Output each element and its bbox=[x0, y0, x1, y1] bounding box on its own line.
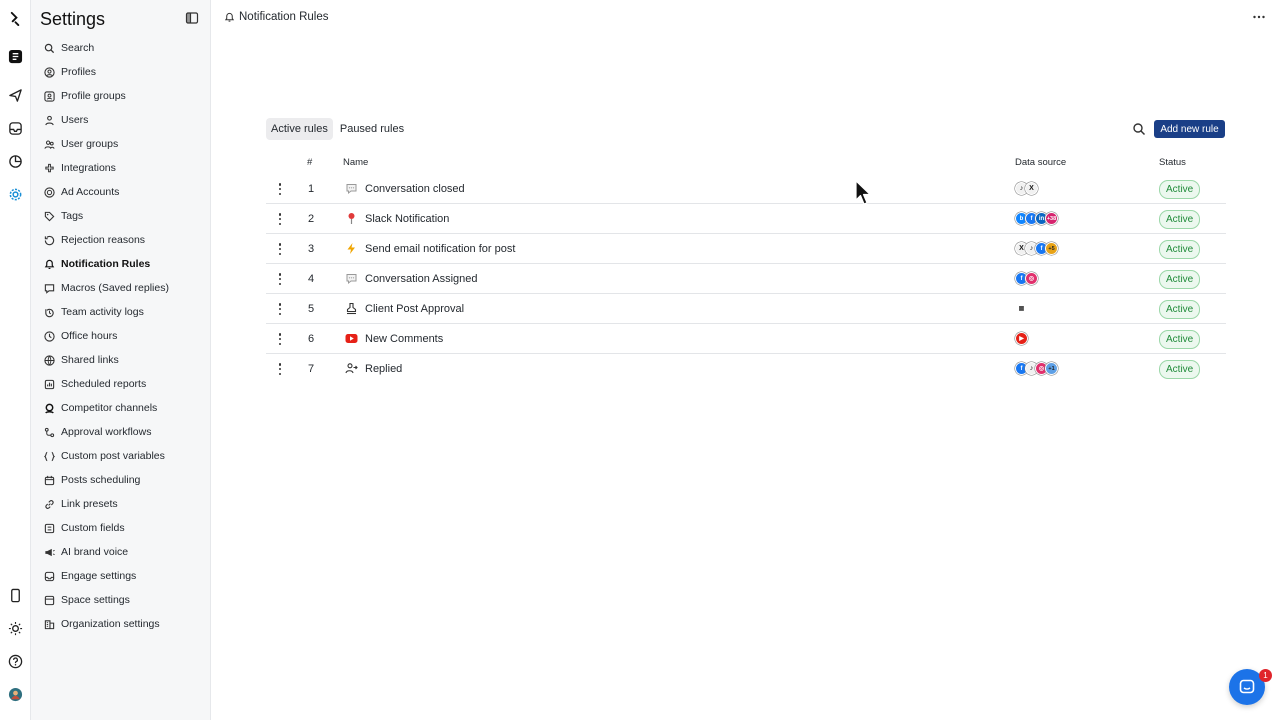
profile-group-icon bbox=[43, 90, 55, 102]
source-bld-icon: ▦ bbox=[1018, 306, 1025, 312]
lightning-icon bbox=[344, 242, 358, 255]
data-source-icons bbox=[1015, 182, 1038, 195]
sidebar-title: Settings bbox=[40, 9, 106, 29]
sidebar-item-label: Posts scheduling bbox=[61, 474, 141, 486]
mouse-cursor-icon bbox=[855, 180, 873, 206]
mobile-icon[interactable] bbox=[5, 585, 25, 605]
table-row[interactable] bbox=[266, 354, 1226, 384]
source-fb-icon: f bbox=[1035, 242, 1048, 255]
sidebar-item-label: Integrations bbox=[61, 162, 116, 174]
publish-icon[interactable] bbox=[5, 85, 25, 105]
report-icon bbox=[43, 378, 55, 390]
sidebar-item-label: Shared links bbox=[61, 354, 119, 366]
sidebar-item-engage-settings[interactable] bbox=[31, 564, 211, 588]
sidebar-item-team-activity-logs[interactable] bbox=[31, 300, 211, 324]
rule-name[interactable] bbox=[344, 332, 443, 345]
app-rail bbox=[0, 0, 31, 720]
chat-bubble-icon bbox=[344, 182, 358, 195]
status-badge: Active bbox=[1159, 300, 1200, 319]
source-yt-icon: ▶ bbox=[1015, 332, 1028, 345]
space-icon bbox=[43, 594, 55, 606]
more-options-icon[interactable] bbox=[1252, 10, 1266, 24]
row-menu-icon[interactable] bbox=[276, 212, 284, 226]
rule-name-text: Replied bbox=[365, 362, 403, 375]
sidebar-item-custom-post-variables[interactable] bbox=[31, 444, 211, 468]
sidebar-item-label: Rejection reasons bbox=[61, 234, 146, 246]
stamp-icon bbox=[344, 302, 358, 315]
workflow-icon bbox=[43, 426, 55, 438]
sidebar-item-label: Office hours bbox=[61, 330, 118, 342]
tab-paused-rules[interactable]: Paused rules bbox=[339, 123, 405, 135]
rule-number: 7 bbox=[308, 363, 315, 375]
column-header-status: Status bbox=[1159, 157, 1186, 168]
tag-icon bbox=[43, 210, 55, 222]
sidebar-item-posts-scheduling[interactable] bbox=[31, 468, 211, 492]
competitor-icon bbox=[43, 402, 55, 414]
column-header-number: # bbox=[307, 157, 313, 168]
add-new-rule-button[interactable]: Add new rule bbox=[1154, 120, 1225, 138]
data-source-icons bbox=[1015, 362, 1058, 375]
data-source-icons bbox=[1015, 242, 1058, 255]
chat-bubble-icon bbox=[344, 272, 358, 285]
sidebar-item-approval-workflows[interactable] bbox=[31, 420, 211, 444]
sidebar-item-label: User groups bbox=[61, 138, 119, 150]
row-menu-icon[interactable] bbox=[276, 302, 284, 316]
source-more-orange-icon: +5 bbox=[1045, 242, 1058, 255]
rule-number: 3 bbox=[308, 243, 315, 255]
sidebar-item-tags[interactable] bbox=[31, 204, 211, 228]
user-group-icon bbox=[43, 138, 55, 150]
pin-icon bbox=[344, 212, 358, 225]
settings-gear-icon[interactable] bbox=[5, 184, 25, 204]
sidebar-item-label: Engage settings bbox=[61, 570, 137, 582]
rule-number: 1 bbox=[308, 183, 315, 195]
sidebar-item-label: Ad Accounts bbox=[61, 186, 120, 198]
sidebar-item-users[interactable] bbox=[31, 108, 211, 132]
tab-active-rules[interactable]: Active rules bbox=[266, 118, 333, 140]
rule-name-text: Send email notification for post bbox=[365, 242, 516, 255]
rule-number: 4 bbox=[308, 273, 315, 285]
bell-icon bbox=[43, 258, 55, 270]
activity-icon bbox=[43, 306, 55, 318]
theme-sun-icon[interactable] bbox=[5, 618, 25, 638]
rule-tabs bbox=[266, 118, 409, 140]
source-bs-icon: b bbox=[1015, 212, 1028, 225]
source-x-icon: X bbox=[1025, 182, 1038, 195]
rule-name[interactable] bbox=[344, 272, 478, 285]
sidebar-item-label: Search bbox=[61, 42, 95, 54]
rule-number: 2 bbox=[308, 213, 315, 225]
sidebar-item-label: Link presets bbox=[61, 498, 118, 510]
rule-name[interactable] bbox=[344, 212, 449, 225]
rule-number: 5 bbox=[308, 303, 315, 315]
rule-name-text: Conversation closed bbox=[365, 182, 465, 195]
integrations-icon bbox=[43, 162, 55, 174]
macro-icon bbox=[43, 282, 55, 294]
rule-name[interactable] bbox=[344, 182, 465, 195]
row-menu-icon[interactable] bbox=[276, 242, 284, 256]
source-li-icon: in bbox=[1035, 212, 1048, 225]
row-menu-icon[interactable] bbox=[276, 332, 284, 346]
row-menu-icon[interactable] bbox=[276, 362, 284, 376]
sidebar-item-label: Competitor channels bbox=[61, 402, 158, 414]
table-body bbox=[266, 174, 1226, 384]
workspace-icon[interactable] bbox=[5, 46, 25, 66]
sidebar-item-search[interactable] bbox=[31, 36, 211, 60]
page-header bbox=[211, 0, 1280, 36]
column-header-data-source: Data source bbox=[1015, 157, 1067, 168]
status-badge: Active bbox=[1159, 210, 1200, 229]
rule-name[interactable] bbox=[344, 242, 515, 255]
data-source-icons bbox=[1015, 272, 1038, 285]
sidebar-item-label: Users bbox=[61, 114, 89, 126]
profile-icon bbox=[43, 66, 55, 78]
chat-icon bbox=[1238, 678, 1256, 696]
sidebar-item-label: Team activity logs bbox=[61, 306, 144, 318]
sidebar-item-label: Profile groups bbox=[61, 90, 126, 102]
sidebar-item-label: Macros (Saved replies) bbox=[61, 282, 169, 294]
sidebar-item-label: Space settings bbox=[61, 594, 130, 606]
column-header-name: Name bbox=[343, 157, 369, 168]
row-menu-icon[interactable] bbox=[276, 272, 284, 286]
user-reply-icon bbox=[344, 362, 358, 375]
brand-logo-icon[interactable] bbox=[5, 8, 25, 28]
sidebar-item-user-groups[interactable] bbox=[31, 132, 211, 156]
fields-icon bbox=[43, 522, 55, 534]
rule-number: 6 bbox=[308, 333, 315, 345]
status-badge: Active bbox=[1159, 330, 1200, 349]
page-title-text: Notification Rules bbox=[239, 11, 329, 23]
rule-name[interactable] bbox=[344, 362, 402, 375]
sidebar-item-space-settings[interactable] bbox=[31, 588, 211, 612]
globe-icon bbox=[43, 354, 55, 366]
data-source-icons bbox=[1015, 302, 1028, 315]
settings-sidebar bbox=[31, 0, 211, 720]
megaphone-icon bbox=[43, 546, 55, 558]
sidebar-item-organization-settings[interactable] bbox=[31, 612, 211, 636]
sidebar-item-competitor-channels[interactable] bbox=[31, 396, 211, 420]
page-title bbox=[224, 11, 328, 23]
building-icon bbox=[43, 618, 55, 630]
search-icon bbox=[43, 42, 55, 54]
sidebar-item-custom-fields[interactable] bbox=[31, 516, 211, 540]
rule-name-text: Slack Notification bbox=[365, 212, 450, 225]
status-badge: Active bbox=[1159, 240, 1200, 259]
user-avatar[interactable] bbox=[5, 684, 25, 704]
sidebar-item-label: AI brand voice bbox=[61, 546, 129, 558]
status-badge: Active bbox=[1159, 180, 1200, 199]
source-tt-icon: ♪ bbox=[1025, 242, 1038, 255]
status-badge: Active bbox=[1159, 360, 1200, 379]
source-fb-icon: f bbox=[1015, 362, 1028, 375]
rule-name-text: Conversation Assigned bbox=[365, 272, 478, 285]
sidebar-item-label: Profiles bbox=[61, 66, 97, 78]
sidebar-item-office-hours[interactable] bbox=[31, 324, 211, 348]
source-fb-icon: f bbox=[1015, 272, 1028, 285]
source-ig-icon: ◎ bbox=[1035, 362, 1048, 375]
table-header bbox=[266, 150, 1226, 174]
sidebar-item-scheduled-reports[interactable] bbox=[31, 372, 211, 396]
sidebar-item-label: Notification Rules bbox=[61, 258, 151, 270]
rule-name-text: Client Post Approval bbox=[365, 302, 465, 315]
sidebar-item-label: Approval workflows bbox=[61, 426, 152, 438]
rules-table bbox=[266, 150, 1226, 384]
source-more-blue-icon: +1 bbox=[1045, 362, 1058, 375]
analytics-icon[interactable] bbox=[5, 151, 25, 171]
sidebar-item-link-presets[interactable] bbox=[31, 492, 211, 516]
status-badge: Active bbox=[1159, 270, 1200, 289]
rule-name[interactable] bbox=[344, 302, 464, 315]
table-row[interactable] bbox=[266, 264, 1226, 294]
table-row[interactable] bbox=[266, 324, 1226, 354]
source-x-icon: X bbox=[1015, 242, 1028, 255]
settings-nav bbox=[31, 36, 211, 636]
sidebar-item-notification-rules[interactable] bbox=[31, 252, 211, 276]
chat-unread-badge: 1 bbox=[1259, 669, 1272, 682]
rejection-icon bbox=[43, 234, 55, 246]
youtube-icon bbox=[344, 332, 358, 345]
source-ig-icon: ◎ bbox=[1025, 272, 1038, 285]
sidebar-item-label: Tags bbox=[61, 210, 84, 222]
bell-icon bbox=[224, 12, 235, 23]
sidebar-item-ai-brand-voice[interactable] bbox=[31, 540, 211, 564]
sidebar-item-profiles[interactable] bbox=[31, 60, 211, 84]
source-tt-icon: ♪ bbox=[1025, 362, 1038, 375]
table-row[interactable] bbox=[266, 294, 1226, 324]
sidebar-item-label: Custom fields bbox=[61, 522, 125, 534]
sidebar-item-profile-groups[interactable] bbox=[31, 84, 211, 108]
data-source-icons bbox=[1015, 332, 1028, 345]
rule-name-text: New Comments bbox=[365, 332, 444, 345]
source-more-pink-icon: +38 bbox=[1045, 212, 1058, 225]
source-tt-icon: ♪ bbox=[1015, 182, 1028, 195]
data-source-icons bbox=[1015, 212, 1058, 225]
sidebar-item-shared-links[interactable] bbox=[31, 348, 211, 372]
ad-accounts-icon bbox=[43, 186, 55, 198]
sidebar-item-macros-saved-replies[interactable] bbox=[31, 276, 211, 300]
sidebar-item-label: Organization settings bbox=[61, 618, 160, 630]
sidebar-item-label: Scheduled reports bbox=[61, 378, 147, 390]
row-menu-icon[interactable] bbox=[276, 182, 284, 196]
table-row[interactable] bbox=[266, 204, 1226, 234]
calendar-icon bbox=[43, 474, 55, 486]
link-icon bbox=[43, 498, 55, 510]
sidebar-item-label: Custom post variables bbox=[61, 450, 165, 462]
source-fb-icon: f bbox=[1025, 212, 1038, 225]
sidebar-item-ad-accounts[interactable] bbox=[31, 180, 211, 204]
search-icon[interactable] bbox=[1132, 122, 1146, 136]
sidebar-collapse-icon[interactable] bbox=[185, 11, 199, 25]
sidebar-item-rejection-reasons[interactable] bbox=[31, 228, 211, 252]
table-row[interactable] bbox=[266, 174, 1226, 204]
variable-icon bbox=[43, 450, 55, 462]
sidebar-item-integrations[interactable] bbox=[31, 156, 211, 180]
inbox-icon bbox=[43, 570, 55, 582]
help-icon[interactable] bbox=[5, 651, 25, 671]
user-icon bbox=[43, 114, 55, 126]
clock-icon bbox=[43, 330, 55, 342]
inbox-icon[interactable] bbox=[5, 118, 25, 138]
table-row[interactable] bbox=[266, 234, 1226, 264]
